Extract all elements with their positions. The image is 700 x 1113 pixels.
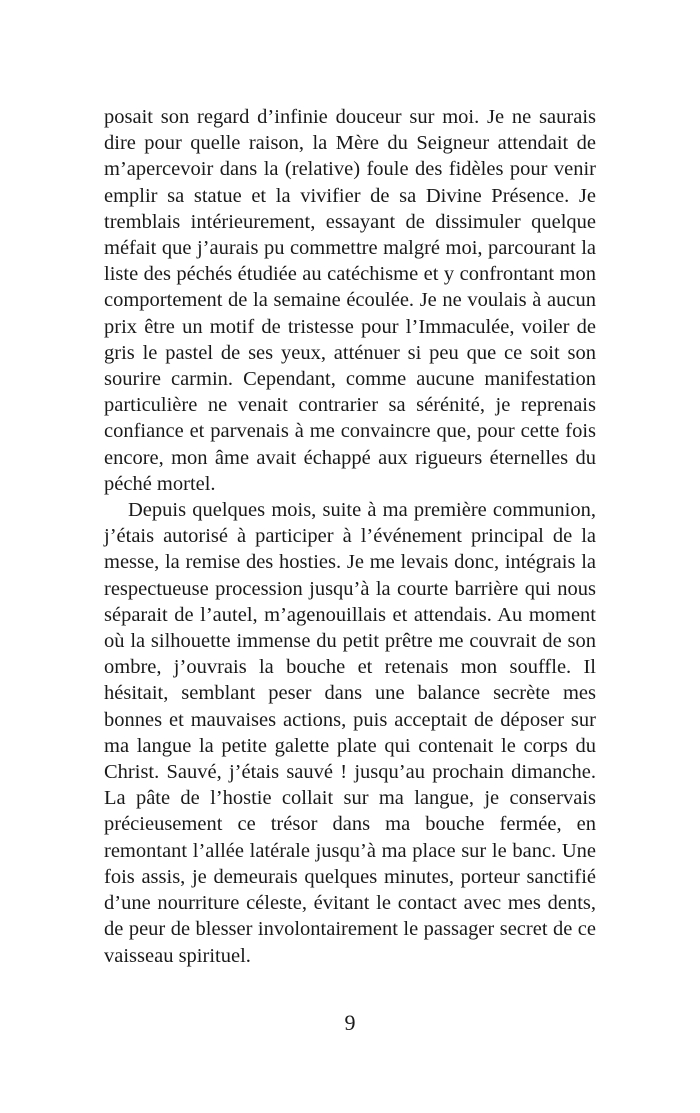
paragraph-communion: Depuis quelques mois, suite à ma première communion, j’étais autorisé à participer à l’événement principal de la messe, la remise des hosties. Je me levais donc, intégrais la respectueuse procession jusqu’à la courte barrière qui nous séparait de l’autel, m’agenouillais et attendais. Au moment où la silhouette immense du petit prêtre me couvrait de son ombre, j’ouvrais la bouche et retenais mon souffle. Il hésitait, semblant peser dans une balance secrète mes bonnes et mauvaises actions, puis acceptait de déposer sur ma langue la petite galette plate qui contenait le corps du Christ. Sauvé, j’étais sauvé ! jusqu’au prochain dimanche. La pâte de l’hostie collait sur ma langue, je conservais précieusement ce trésor dans ma bouche fermée, en remontant l’allée latérale jusqu’à ma place sur le banc. Une fois assis, je demeurais quelques minutes, porteur sanctifié d’une nourriture céleste, évitant le contact avec mes dents, de peur de blesser involontairement le passager secret de ce vaisseau spirituel. — [104, 499, 596, 967]
paragraph-continuation: posait son regard d’infinie douceur sur moi. Je ne saurais dire pour quelle raison, la Mère du Seigneur attendait de m’apercevoir dans la (relative) foule des fidèles pour venir emplir sa statue et la vivifier de sa Divine Présence. Je tremblais intérieurement, essayant de dissimuler quelque méfait que j’aurais pu commettre malgré moi, parcourant la liste des péchés étudiée au catéchisme et y confrontant mon comportement de la semaine écoulée. Je ne voulais à aucun prix être un motif de tristesse pour l’Immaculée, voiler de gris le pastel de ses yeux, atténuer si peu que ce soit son sourire carmin. Cependant, comme aucune manifestation particulière ne venait contrarier sa sérénité, je reprenais confiance et parvenais à me convaincre que, pour cette fois encore, mon âme avait échappé aux rigueurs éternelles du péché mortel. — [104, 106, 596, 495]
page-number: 9 — [344, 1010, 356, 1035]
body-text — [104, 104, 596, 969]
